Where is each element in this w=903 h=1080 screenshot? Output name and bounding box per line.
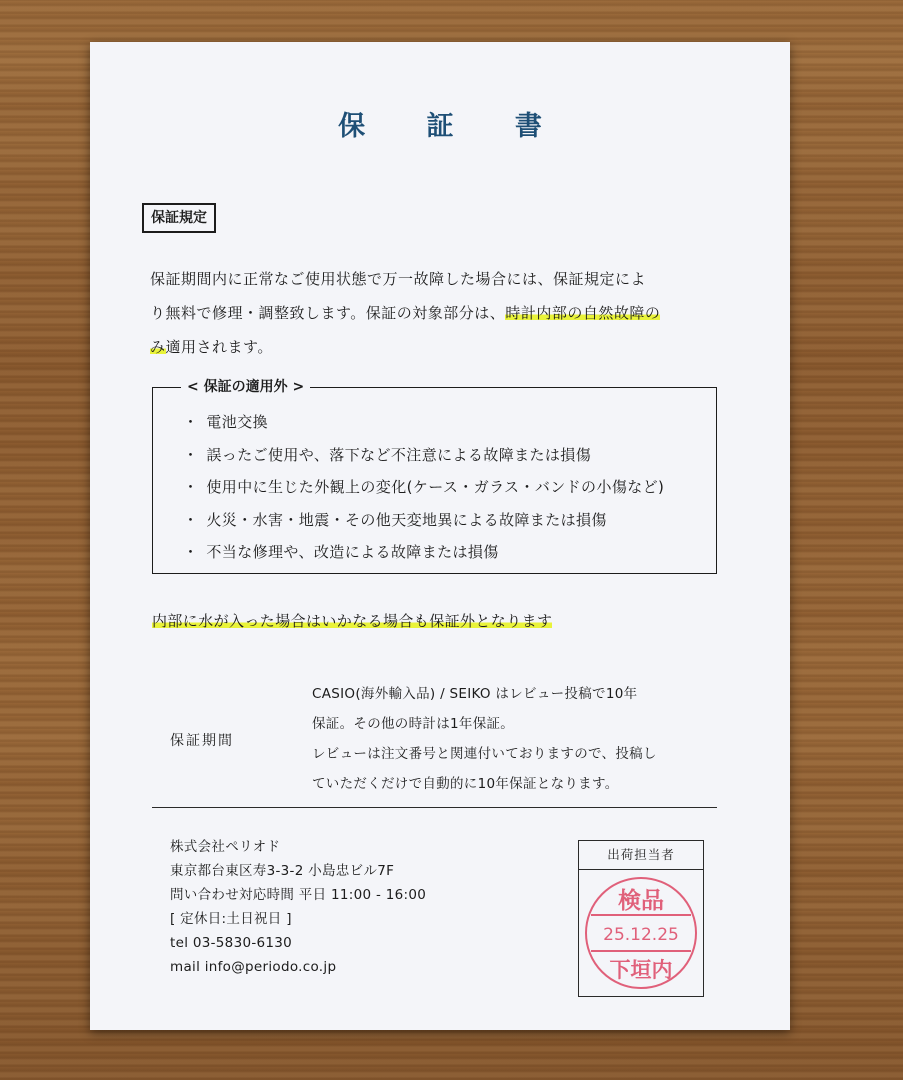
stamp-header: 出荷担当者 (579, 841, 703, 870)
rules-label: 保証規定 (142, 203, 216, 233)
intro-paragraph (150, 262, 730, 364)
inspection-stamp (579, 871, 703, 995)
company-hours: 問い合わせ対応時間 平日 11:00 - 16:00 (170, 887, 427, 903)
exclusions-list (183, 406, 664, 569)
exclusion-item: ・ 火災・水害・地震・その他天変地異による故障または損傷 (183, 504, 664, 537)
intro-line-3 (150, 330, 730, 364)
stamp-name-text: 下垣内 (609, 958, 673, 982)
warranty-period-label: 保証期間 (170, 733, 234, 749)
exclusion-item: ・ 電池交換 (183, 406, 664, 439)
company-closed: [ 定休日:土日祝日 ] (170, 911, 292, 927)
warranty-card (90, 42, 790, 1030)
intro-highlight-1: 時計内部の自然故障の (505, 304, 661, 322)
exclusion-item: ・ 不当な修理や、改造による故障または損傷 (183, 536, 664, 569)
stamp-top-text: 検品 (618, 888, 664, 914)
intro-highlight-2: み (150, 338, 166, 356)
exclusion-item: ・ 使用中に生じた外観上の変化(ケース・ガラス・バンドの小傷など) (183, 471, 664, 504)
warranty-period-text (312, 679, 722, 799)
divider (152, 807, 717, 808)
exclusions-heading: < 保証の適用外 > (181, 377, 310, 397)
stamp-date-text: 25.12.25 (603, 925, 679, 945)
warranty-period-line: ていただくだけで自動的に10年保証となります。 (312, 776, 619, 792)
intro-line-1: 保証期間内に正常なご使用状態で万一故障した場合には、保証規定によ (150, 270, 647, 288)
company-mail: mail info@periodo.co.jp (170, 959, 337, 975)
warranty-period-line: レビューは注文番号と関連付いておりますので、投稿し (312, 746, 657, 762)
company-tel: tel 03-5830-6130 (170, 935, 293, 951)
intro-line-2-text: り無料で修理・調整致します。保証の対象部分は、 (150, 304, 506, 322)
shipping-stamp-box (578, 840, 704, 997)
water-notice (152, 609, 552, 633)
water-notice-text: 内部に水が入った場合はいかなる場合も保証外となります (152, 612, 553, 630)
exclusions-box (152, 379, 717, 574)
intro-line-3-text: 適用されます。 (165, 338, 273, 356)
company-name: 株式会社ペリオド (170, 839, 281, 855)
exclusion-item: ・ 誤ったご使用や、落下など不注意による故障または損傷 (183, 439, 664, 472)
intro-line-2 (150, 296, 730, 330)
warranty-period-line: 保証。その他の時計は1年保証。 (312, 716, 515, 732)
company-address: 東京都台東区寿3-3-2 小島忠ビル7F (170, 863, 395, 879)
company-info (170, 835, 426, 979)
warranty-period-line: CASIO(海外輸入品) / SEIKO はレビュー投稿で10年 (312, 686, 638, 702)
page-title: 保 証 書 (338, 111, 568, 142)
